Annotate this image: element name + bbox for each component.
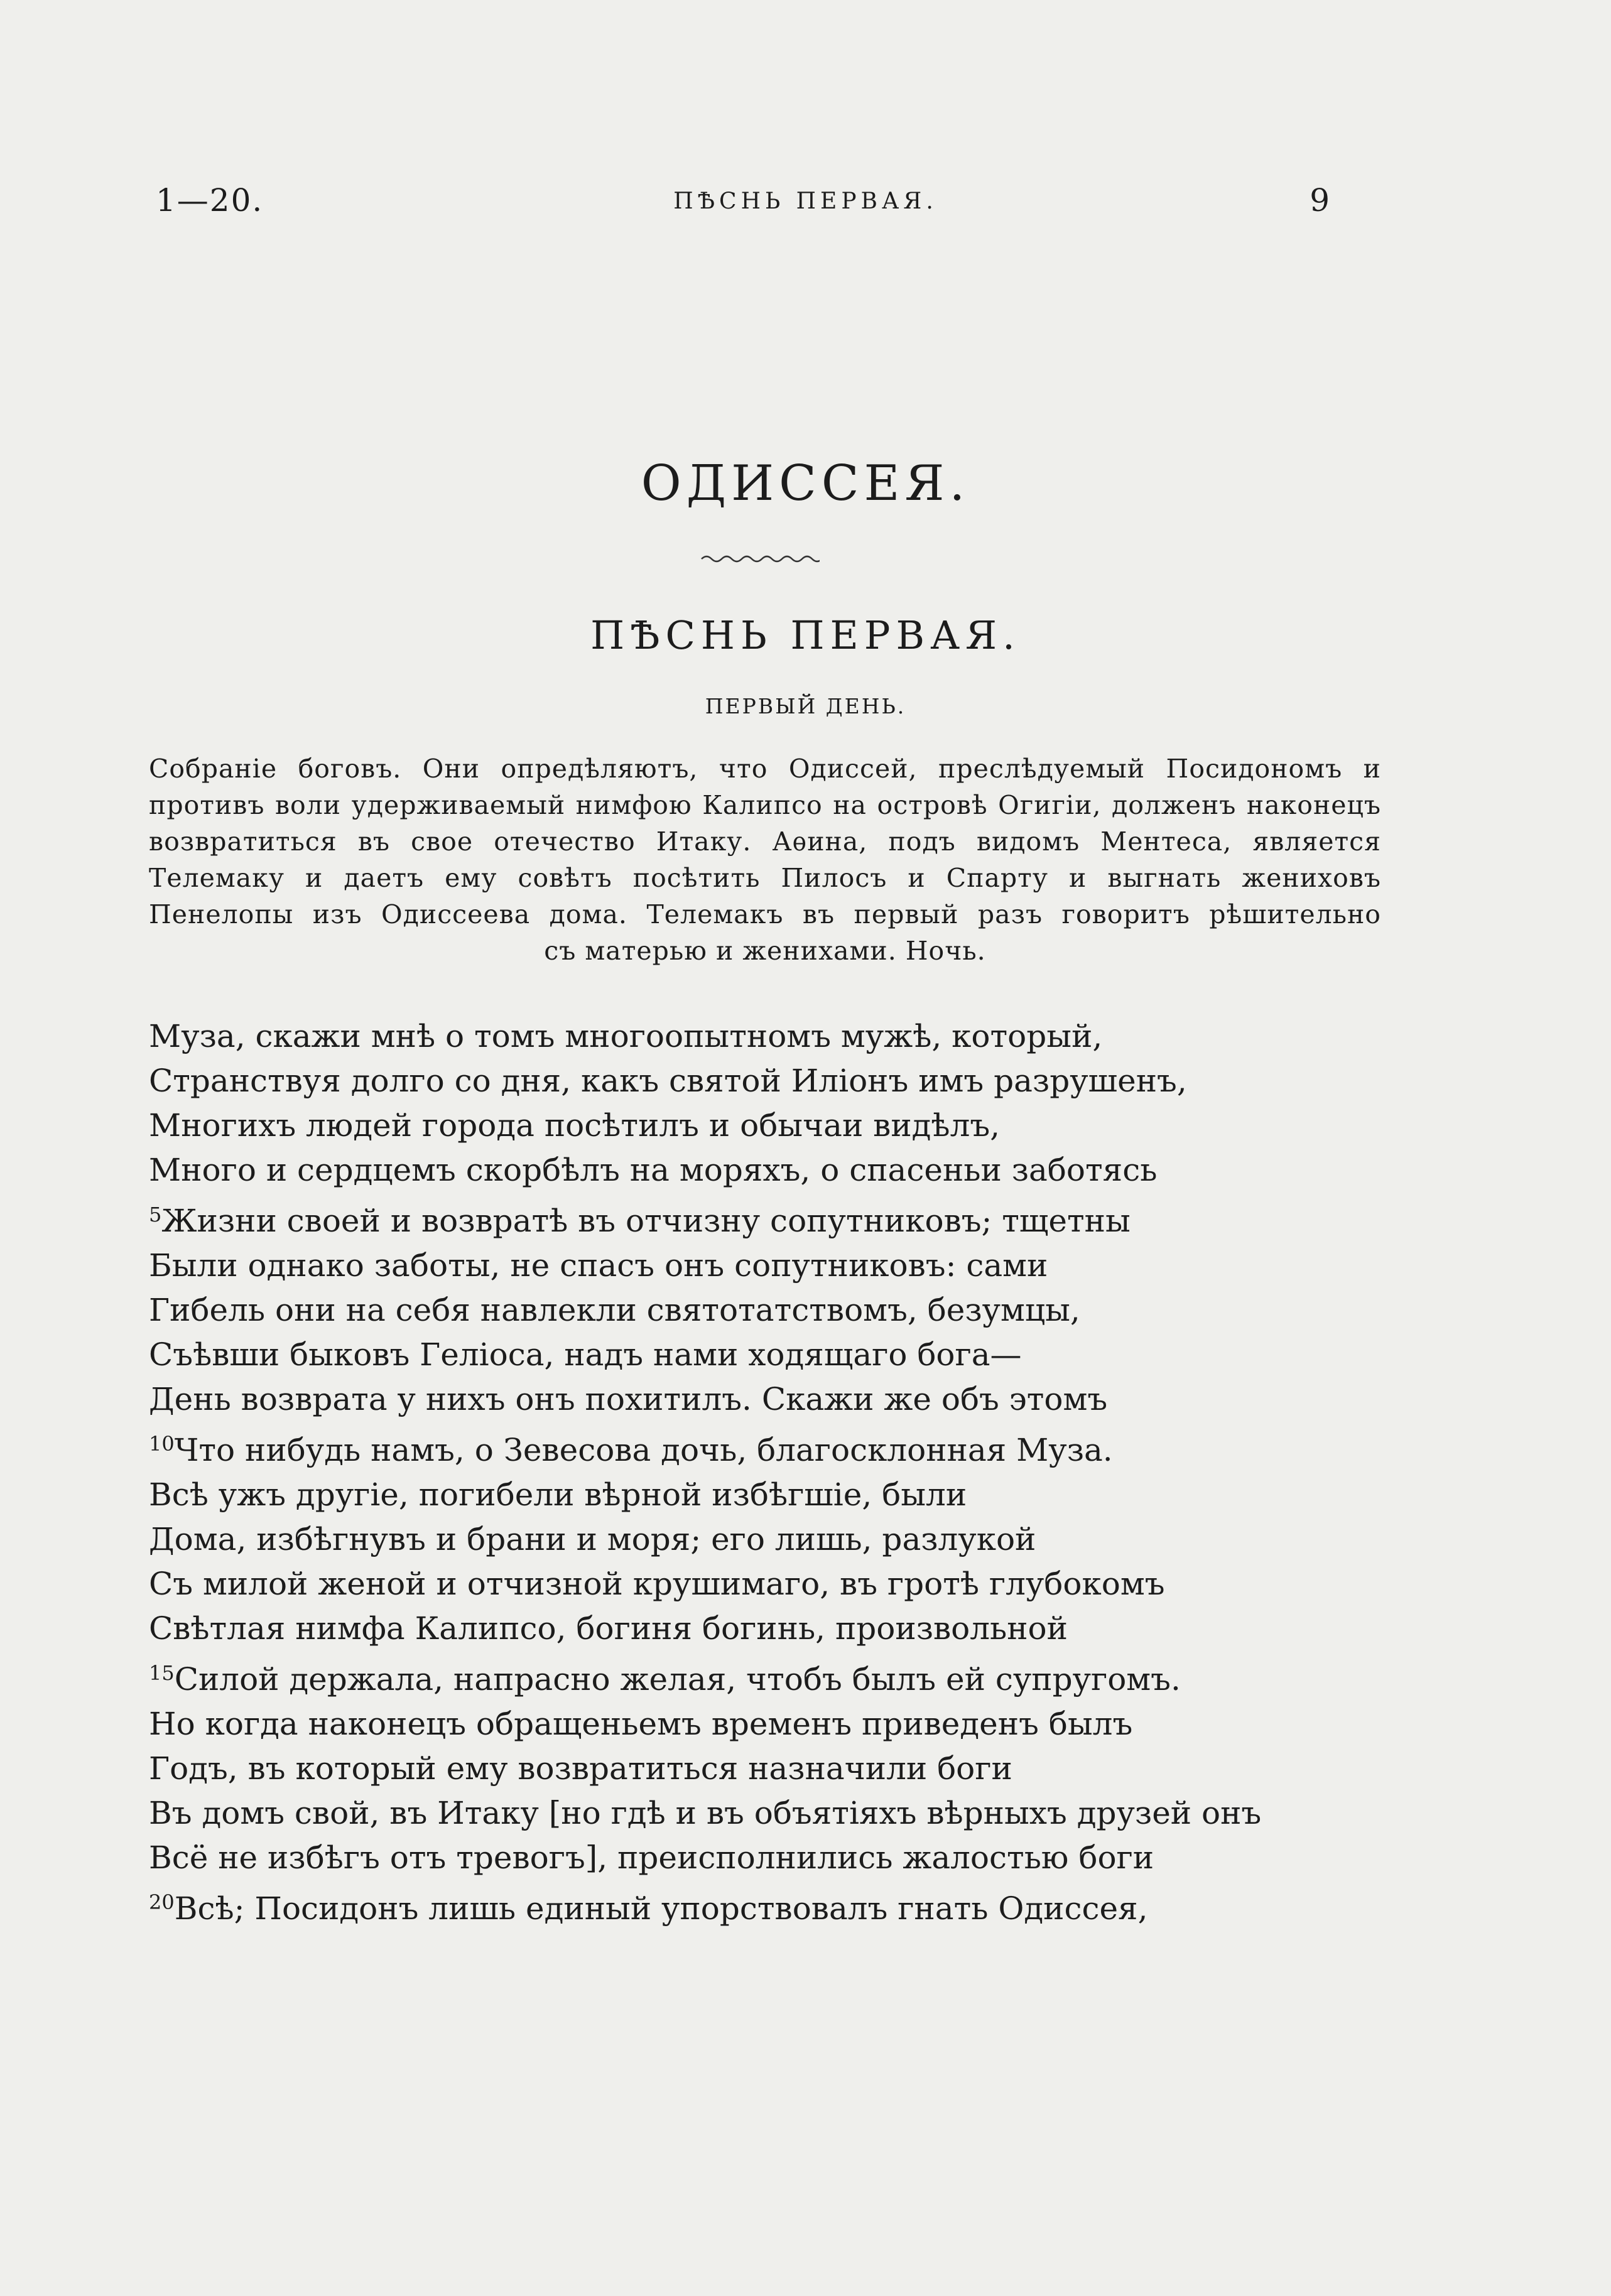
- verse-line: [149, 1702, 1436, 1746]
- verse-line: [149, 1791, 1436, 1836]
- verse-text: Силой держала, напрасно желая, чтобъ былъ ей супругомъ.: [174, 1661, 1181, 1698]
- verse-text: Многихъ людей города посѣтилъ и обычаи видѣлъ,: [149, 1107, 1001, 1144]
- verse-number: 20: [149, 1890, 175, 1914]
- verse-text: Всѣ ужъ другіе, погибели вѣрной избѣгшіе, были: [149, 1476, 967, 1513]
- summary-line: противъ воли удерживаемый нимфою Калипсо на островѣ Огигіи, долженъ наконецъ: [149, 790, 1381, 820]
- verse-text: Свѣтлая нимфа Калипсо, богиня богинь, произвольной: [149, 1610, 1068, 1647]
- canto-summary: [149, 750, 1381, 969]
- verse-number: 15: [149, 1661, 175, 1685]
- verse-line: [149, 1193, 1436, 1243]
- verse-text: Жизни своей и возвратѣ въ отчизну сопутниковъ; тщетны: [161, 1203, 1131, 1239]
- verse-line: [149, 1562, 1436, 1606]
- verse-line: [149, 1103, 1436, 1148]
- verse-text: Съ милой женой и отчизной крушимаго, въ гротѣ глубокомъ: [149, 1566, 1165, 1602]
- verse-line: [149, 1517, 1436, 1562]
- verse-line: [149, 1880, 1436, 1931]
- verse-text: Годъ, въ который ему возвратиться назначили боги: [149, 1750, 1012, 1787]
- summary-line: Пенелопы изъ Одиссеева дома. Телемакъ въ первый разъ говоритъ рѣшительно: [149, 899, 1381, 929]
- verse-line: [149, 1333, 1436, 1377]
- verse-line: [149, 1288, 1436, 1333]
- page-number: 9: [1310, 182, 1330, 219]
- verse-text: Странствуя долго со дня, какъ святой Иліонъ имъ разрушенъ,: [149, 1063, 1187, 1099]
- verse-line: [149, 1014, 1436, 1059]
- verse-text: Всё не избѣгъ отъ тревогъ], преисполнились жалостью боги: [149, 1839, 1154, 1876]
- verse-line: [149, 1606, 1436, 1651]
- summary-line: съ матерью и женихами. Ночь.: [544, 936, 986, 966]
- verse-line: [149, 1148, 1436, 1193]
- work-title: ОДИССЕЯ.: [641, 455, 970, 512]
- verse-line: [149, 1059, 1436, 1103]
- verse-text: Много и сердцемъ скорбѣлъ на моряхъ, о спасеньи заботясь: [149, 1152, 1158, 1188]
- verse-line: [149, 1473, 1436, 1517]
- verse-text: Дома, избѣгнувъ и брани и моря; его лишь, разлукой: [149, 1521, 1036, 1557]
- summary-line: Собраніе боговъ. Они опредѣляютъ, что Одиссей, преслѣдуемый Посидономъ и: [149, 754, 1381, 784]
- verse-number: 5: [149, 1203, 162, 1227]
- line-range: 1—20.: [156, 182, 264, 219]
- verse-line: [149, 1422, 1436, 1473]
- verse-text: Но когда наконецъ обращеньемъ временъ приведенъ былъ: [149, 1706, 1133, 1742]
- running-head: [0, 182, 1611, 226]
- verse-text: Въ домъ свой, въ Итаку [но гдѣ и въ объятіяхъ вѣрныхъ друзей онъ: [149, 1795, 1262, 1831]
- summary-line: Телемаку и даетъ ему совѣтъ посѣтить Пилосъ и Спарту и выгнать жениховъ: [149, 863, 1381, 893]
- verse-text: Что нибудь намъ, о Зевесова дочь, благосклонная Муза.: [174, 1432, 1113, 1468]
- verse-line: [149, 1651, 1436, 1702]
- verse-line: [149, 1836, 1436, 1880]
- verse-text: Были однако заботы, не спасъ онъ сопутниковъ: сами: [149, 1247, 1048, 1284]
- verse-line: [149, 1243, 1436, 1288]
- verse-text: Всѣ; Посидонъ лишь единый упорствовалъ гнать Одиссея,: [174, 1890, 1148, 1927]
- day-title: ПЕРВЫЙ ДЕНЬ.: [705, 694, 906, 718]
- verse-text: День возврата у нихъ онъ похитилъ. Скажи же объ этомъ: [149, 1381, 1108, 1417]
- verse-block: [149, 1014, 1436, 1931]
- canto-title: ПѢСНЬ ПЕРВАЯ.: [590, 612, 1021, 658]
- running-title: ПѢСНЬ ПЕРВАЯ.: [673, 188, 938, 214]
- summary-line: возвратиться въ свое отечество Итаку. Аѳина, подъ видомъ Ментеса, является: [149, 826, 1381, 857]
- verse-text: Съѣвши быковъ Геліоса, надъ нами ходящаго бога—: [149, 1336, 1022, 1373]
- verse-number: 10: [149, 1432, 175, 1456]
- ornament-rule: [700, 551, 820, 566]
- verse-line: [149, 1377, 1436, 1422]
- verse-text: Гибель они на себя навлекли святотатствомъ, безумцы,: [149, 1292, 1080, 1328]
- verse-text: Муза, скажи мнѣ о томъ многоопытномъ мужѣ, который,: [149, 1018, 1103, 1054]
- verse-line: [149, 1746, 1436, 1791]
